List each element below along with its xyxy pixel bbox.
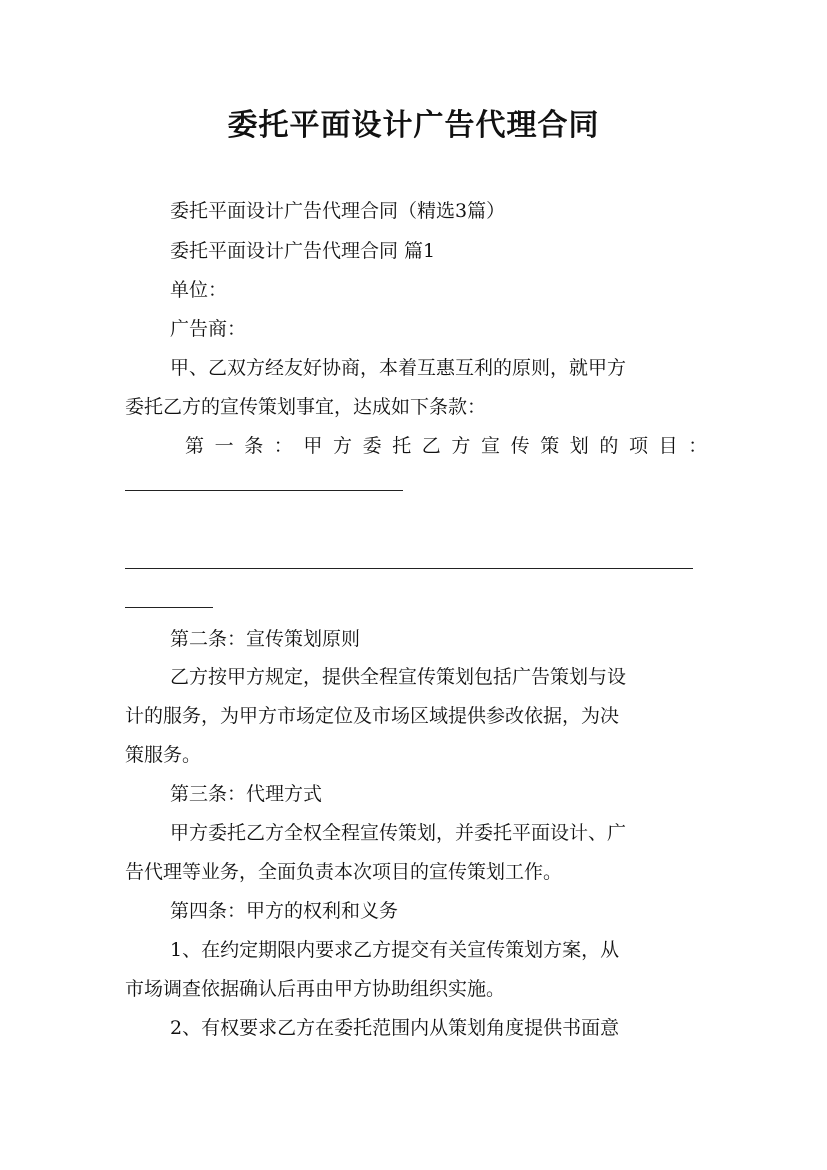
section-heading: 委托平面设计广告代理合同 篇1 <box>170 240 436 262</box>
paragraph-line: 市场调查依据确认后再由甲方协助组织实施。 <box>125 978 506 1000</box>
paragraph-line: 甲、乙双方经友好协商，本着互惠互利的原则，就甲方 <box>170 357 627 379</box>
paragraph-line: 乙方按甲方规定，提供全程宣传策划包括广告策划与设 <box>170 666 627 688</box>
blank-line <box>125 568 693 569</box>
paragraph-line: 2、有权要求乙方在委托范围内从策划角度提供书面意 <box>170 1017 620 1039</box>
advertiser-field-label: 广告商： <box>170 318 247 340</box>
blank-line <box>125 607 213 608</box>
blank-line <box>125 490 403 491</box>
clause-2-heading: 第二条：宣传策划原则 <box>170 628 361 650</box>
paragraph-line: 甲方委托乙方全权全程宣传策划，并委托平面设计、广 <box>170 822 627 844</box>
paragraph-line: 计的服务，为甲方市场定位及市场区域提供参改依据，为决 <box>125 705 620 727</box>
clause-4-heading: 第四条：甲方的权利和义务 <box>170 900 399 922</box>
document-title: 委托平面设计广告代理合同 <box>227 108 600 143</box>
clause-1-heading: 第一条：甲方委托乙方宣传策划的项目： <box>185 435 718 457</box>
paragraph-line: 策服务。 <box>125 744 202 766</box>
paragraph-line: 1、在约定期限内要求乙方提交有关宣传策划方案，从 <box>170 939 620 961</box>
subtitle-line: 委托平面设计广告代理合同（精选3篇） <box>170 200 506 222</box>
clause-3-heading: 第三条：代理方式 <box>170 783 323 805</box>
paragraph-line: 告代理等业务，全面负责本次项目的宣传策划工作。 <box>125 861 563 883</box>
unit-field-label: 单位： <box>170 279 228 301</box>
paragraph-line: 委托乙方的宣传策划事宜，达成如下条款： <box>125 396 487 418</box>
